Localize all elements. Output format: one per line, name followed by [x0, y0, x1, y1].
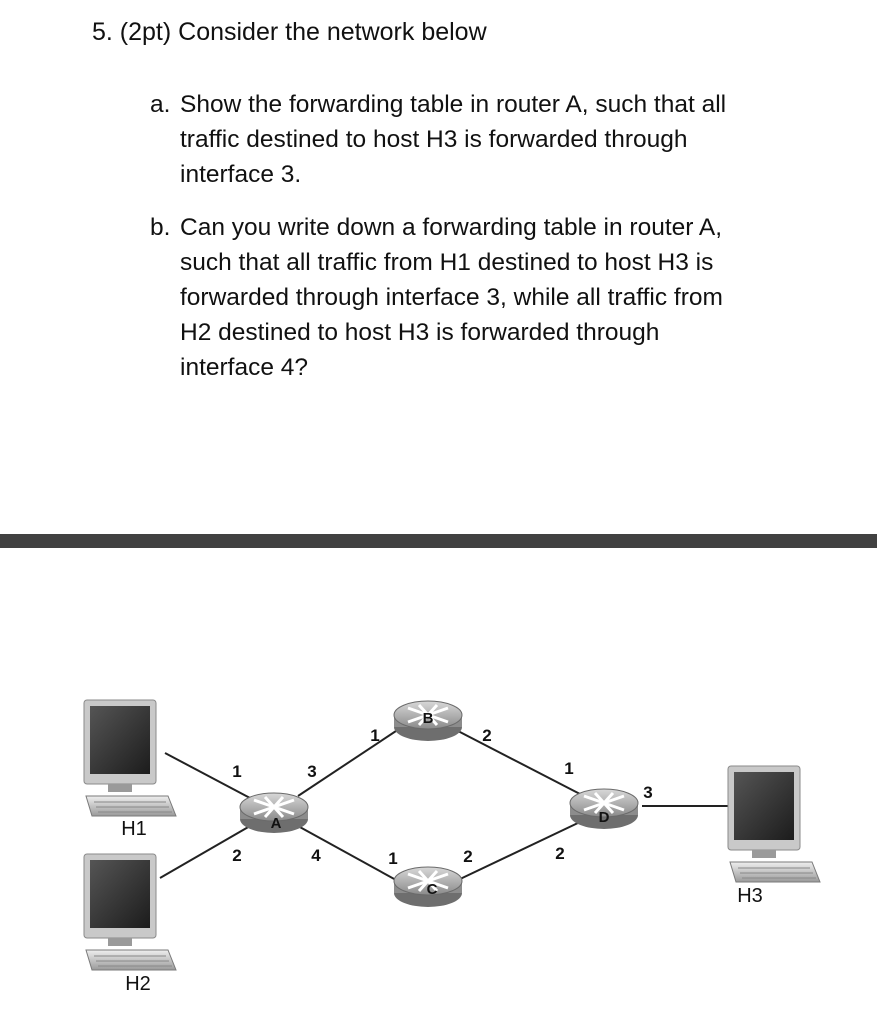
part-a-line-1: Show the forwarding table in router A, such that all [180, 91, 727, 118]
network-diagram [0, 548, 877, 1024]
part-b-line-5: interface 4? [180, 354, 309, 381]
router-c-label: C [426, 881, 438, 898]
interface-b1: 1 [370, 726, 380, 745]
part-a-marker: a. [150, 91, 171, 118]
question-part-a [150, 87, 726, 192]
h3-computer-icon [728, 766, 820, 882]
host-h1-label: H1 [121, 818, 147, 840]
interface-b2: 2 [482, 726, 492, 745]
part-b-marker: b. [150, 214, 171, 241]
interface-c2: 2 [463, 847, 473, 866]
h2-computer-icon [84, 854, 176, 970]
part-a-line-2: traffic destined to host H3 is forwarded through [180, 126, 688, 153]
interface-d3: 3 [643, 783, 653, 802]
part-a-line-3: interface 3. [180, 161, 302, 188]
h1-computer-icon [84, 700, 176, 816]
question-heading: 5. (2pt) Consider the network below [92, 18, 487, 46]
interface-a1: 1 [232, 762, 242, 781]
host-h3-label: H3 [737, 885, 763, 907]
part-b-line-1: Can you write down a forwarding table in router A, [180, 214, 723, 241]
part-b-line-3: forwarded through interface 3, while all traffic from [180, 284, 723, 311]
interface-a4: 4 [311, 846, 321, 865]
part-b-line-4: H2 destined to host H3 is forwarded through [180, 319, 660, 346]
host-h2-label: H2 [125, 973, 151, 995]
interface-c1: 1 [388, 849, 398, 868]
router-b-label: B [422, 710, 434, 727]
interface-d1: 1 [564, 759, 574, 778]
question-part-b [150, 210, 723, 385]
interface-a2: 2 [232, 846, 242, 865]
interface-d2: 2 [555, 844, 565, 863]
router-a-label: A [270, 815, 282, 832]
router-d-label: D [598, 809, 610, 826]
link-b-d [458, 731, 580, 794]
section-divider [0, 534, 877, 548]
interface-a3: 3 [307, 762, 317, 781]
part-b-line-2: such that all traffic from H1 destined to host H3 is [180, 249, 714, 276]
